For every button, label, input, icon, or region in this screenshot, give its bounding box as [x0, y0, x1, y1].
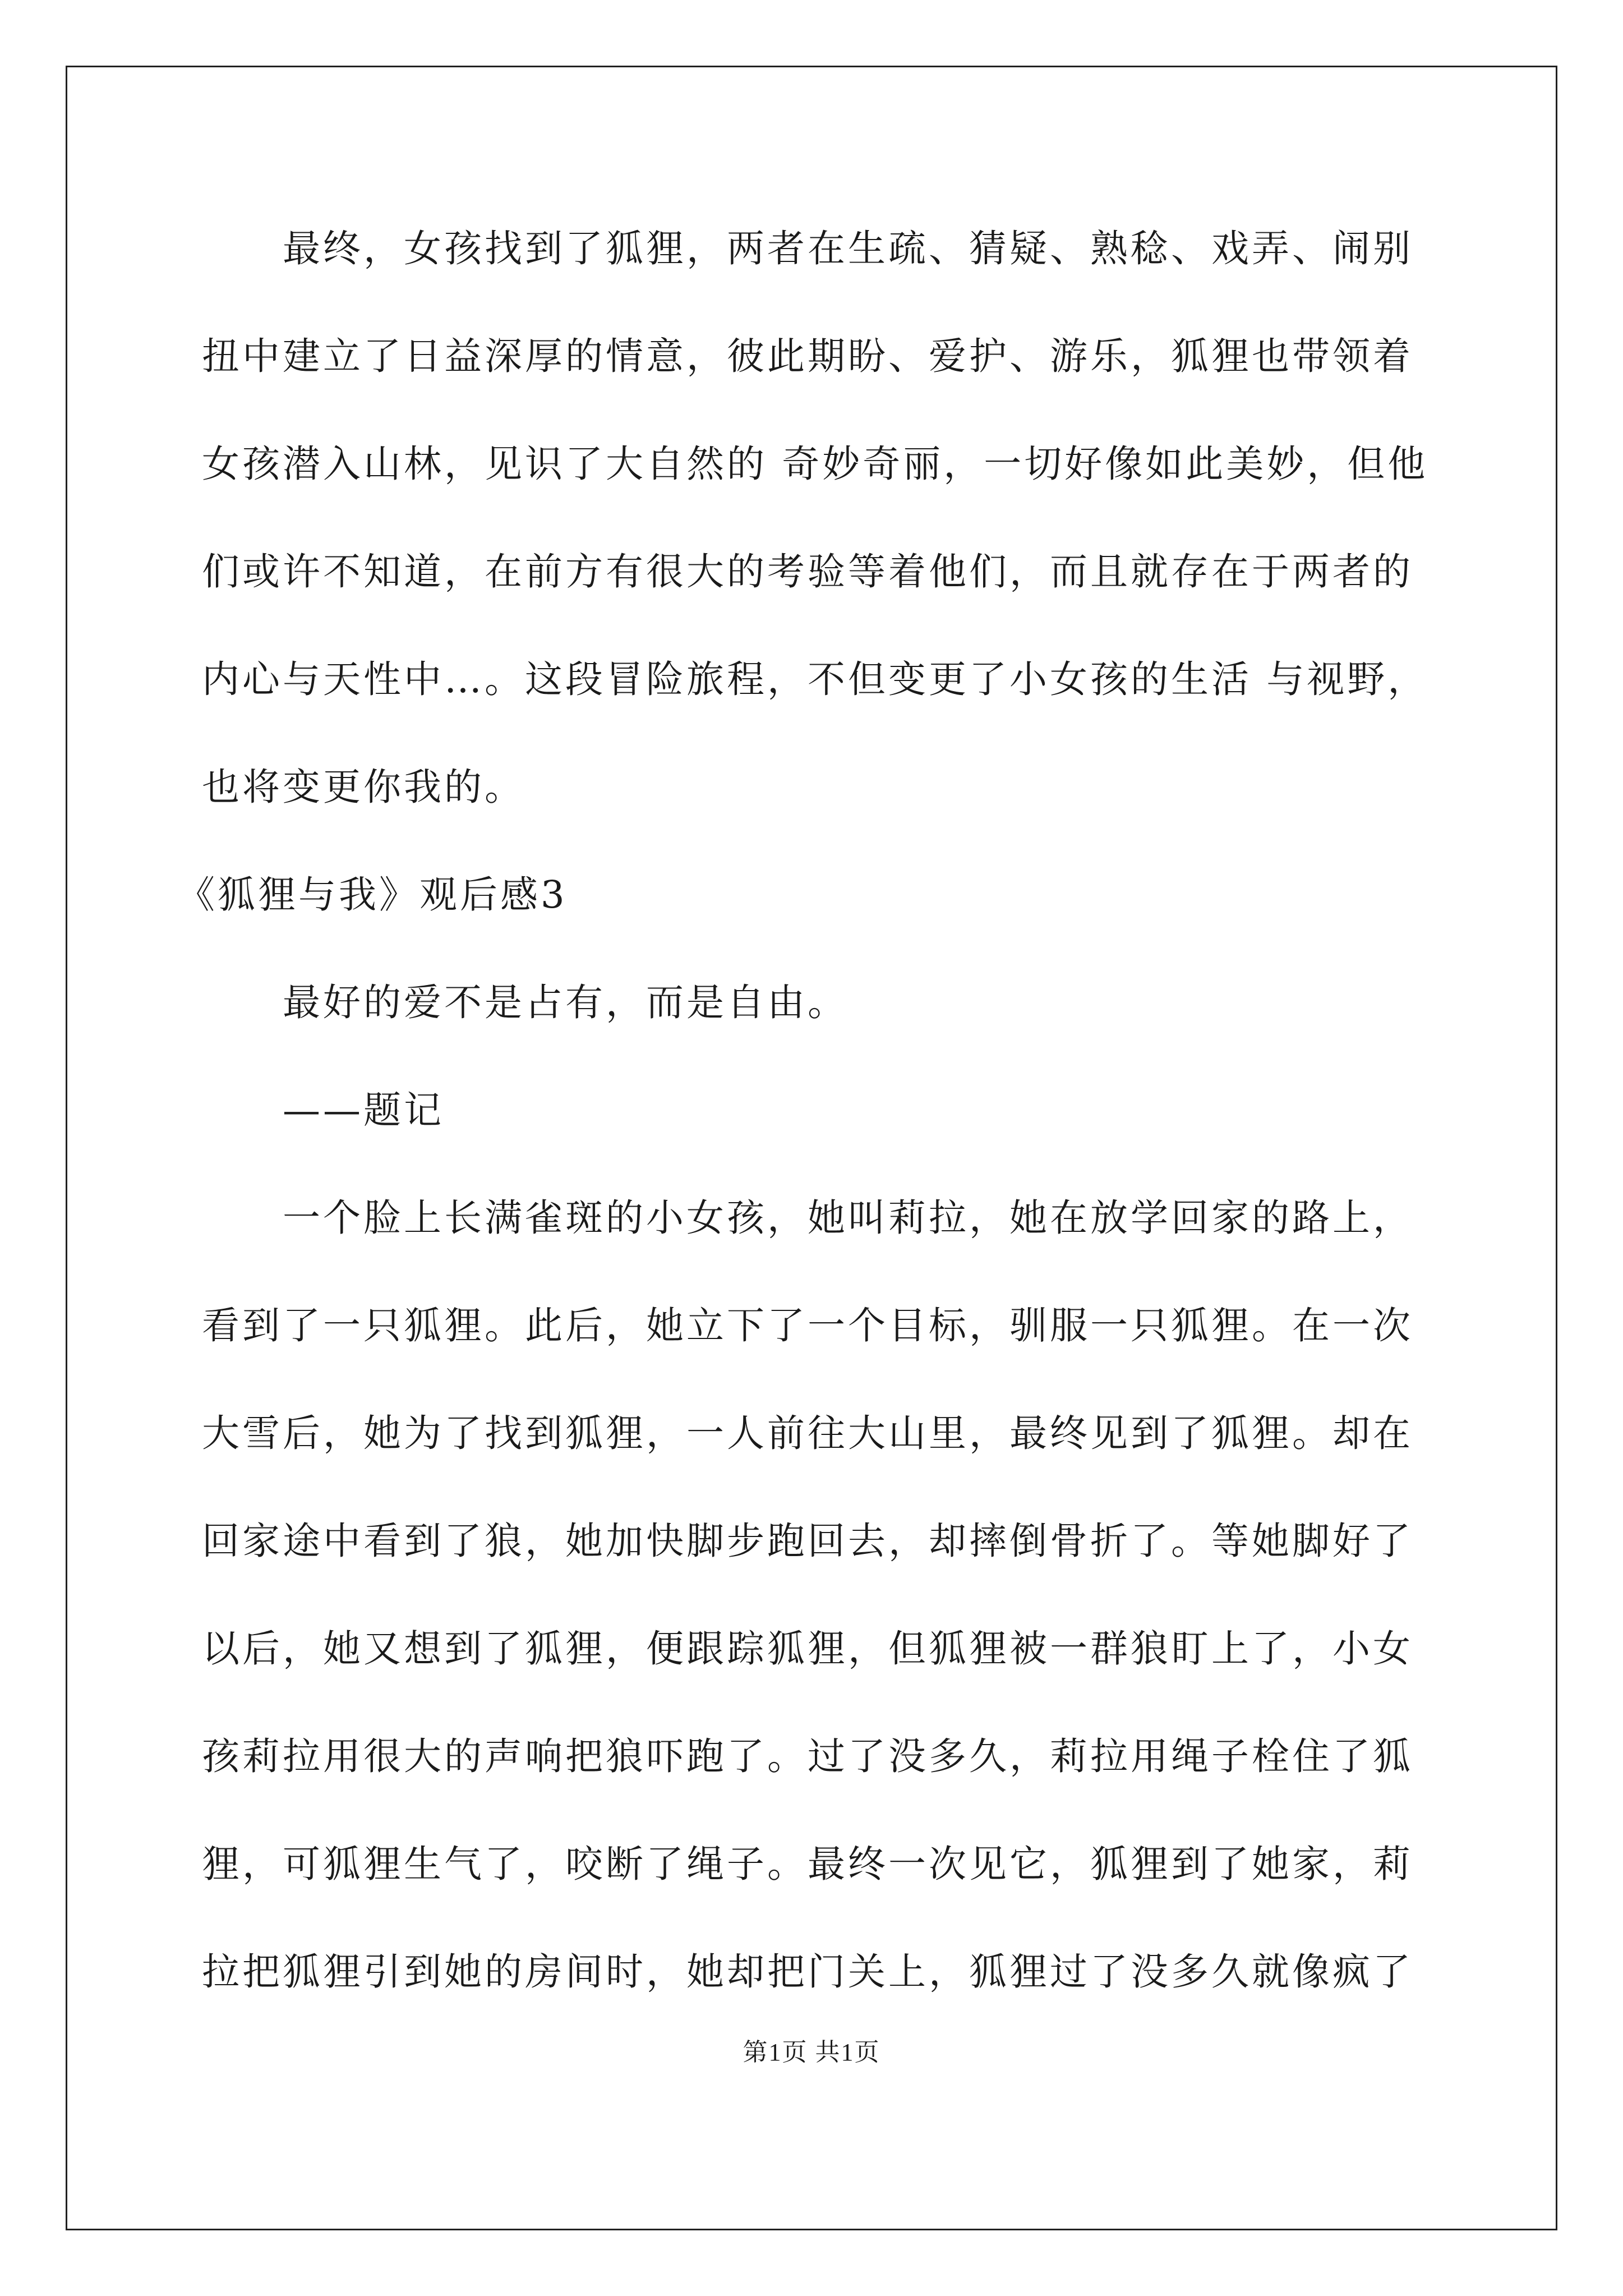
paragraph-2-line-2: 看到了一只狐狸。此后，她立下了一个目标，驯服一只狐狸。在一次 [202, 1304, 1413, 1347]
paragraph-2-line-6: 孩莉拉用很大的声响把狼吓跑了。过了没多久，莉拉用绳子栓住了狐 [202, 1734, 1413, 1778]
paragraph-2-line-8: 拉把狐狸引到她的房间时，她却把门关上，狐狸过了没多久就像疯了 [202, 1950, 1413, 1994]
paragraph-1-line-5: 内心与天性中…。这段冒险旅程，不但变更了小女孩的生活 与视野， [202, 657, 1428, 701]
paragraph-2-line-4: 回家途中看到了狼，她加快脚步跑回去，却摔倒骨折了。等她脚好了 [202, 1519, 1413, 1563]
paragraph-1-line-6: 也将变更你我的。 [202, 765, 525, 809]
paragraph-2-line-5: 以后，她又想到了狐狸，便跟踪狐狸，但狐狸被一群狼盯上了，小女 [202, 1627, 1413, 1671]
section-heading: 《狐狸与我》观后感3 [177, 873, 568, 917]
paragraph-2-line-7: 狸，可狐狸生气了，咬断了绳子。最终一次见它，狐狸到了她家，莉 [202, 1842, 1413, 1886]
paragraph-1-line-2: 扭中建立了日益深厚的情意，彼此期盼、爱护、游乐，狐狸也带领着 [202, 334, 1413, 378]
epigraph-quote: 最好的爱不是占有，而是自由。 [283, 981, 848, 1024]
paragraph-1-line-1: 最终，女孩找到了狐狸，两者在生疏、猜疑、熟稔、戏弄、闹别 [283, 227, 1413, 270]
paragraph-1-line-4: 们或许不知道，在前方有很大的考验等着他们，而且就存在于两者的 [202, 550, 1413, 593]
paragraph-2-line-1: 一个脸上长满雀斑的小女孩，她叫莉拉，她在放学回家的路上， [283, 1196, 1413, 1240]
epigraph-attribution: ——题记 [283, 1088, 444, 1132]
page-border [66, 66, 1557, 2230]
page-footer: 第1页 共1页 [743, 2039, 880, 2066]
paragraph-1-line-3: 女孩潜入山林，见识了大自然的 奇妙奇丽，一切好像如此美妙，但他 [202, 442, 1428, 486]
paragraph-2-line-3: 大雪后，她为了找到狐狸，一人前往大山里，最终见到了狐狸。却在 [202, 1411, 1413, 1455]
